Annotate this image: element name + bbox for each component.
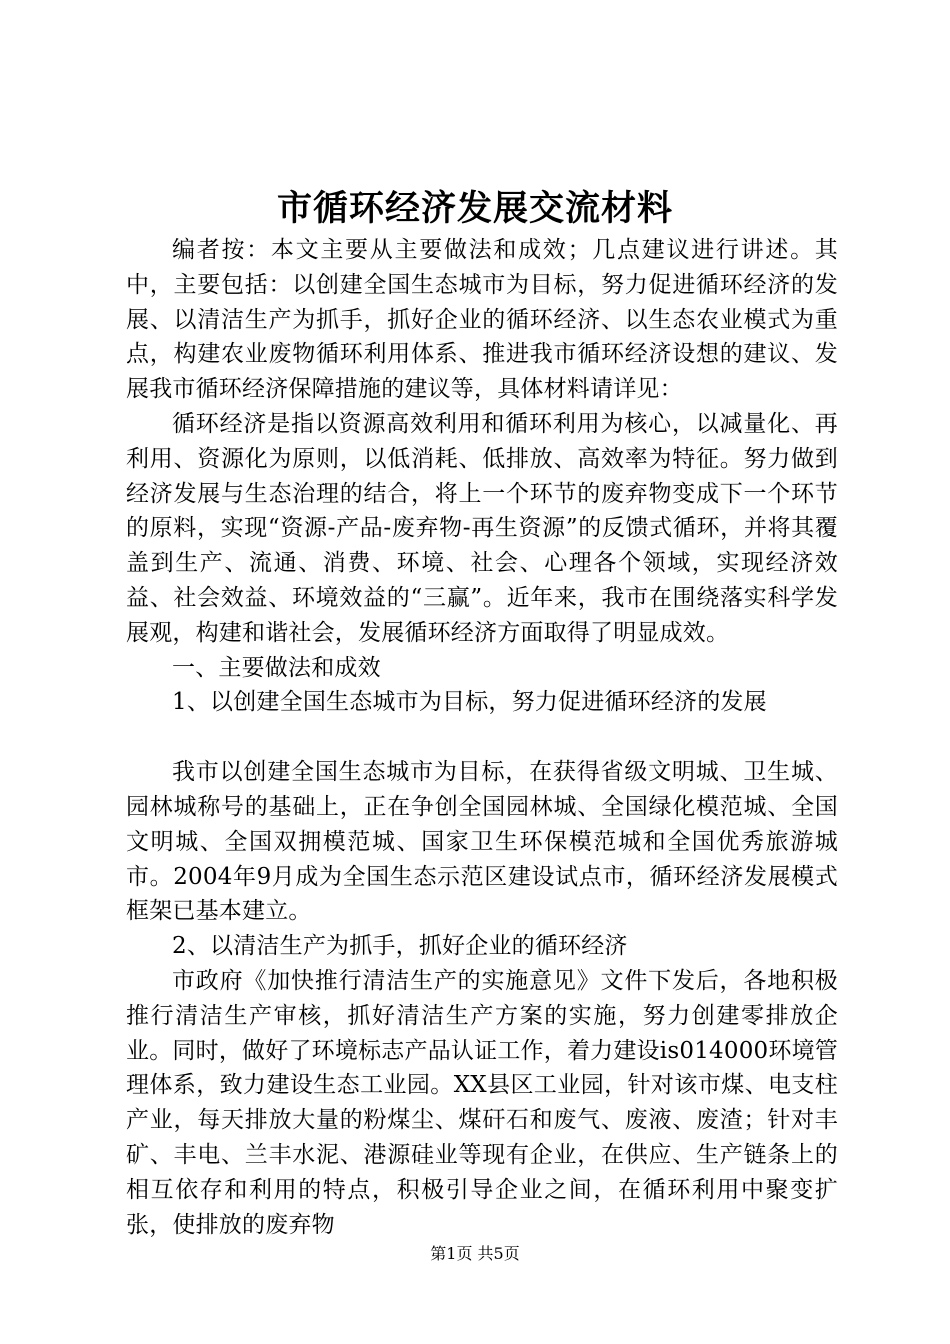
subsection-heading-2: 2、以清洁生产为抓手，抓好企业的循环经济 — [172, 933, 628, 960]
body-paragraph-1: 我市以创建全国生态城市为目标，在获得省级文明城、卫生城、园林城称号的基础上，正在争创全国园林城、全国绿化模范城、全国文明城、全国双拥模范城、国家卫生环保模范城和全国优秀旅游城市。2004年9月成为全国生态示范区建设试点市，循环经济发展模式框架已基本建立。 — [126, 759, 838, 925]
editor-note-paragraph: 编者按：本文主要从主要做法和成效；几点建议进行讲述。其中，主要包括：以创建全国生态城市为目标，努力促进循环经济的发展、以清洁生产为抓手，抓好企业的循环经济、以生态农业模式为重点，构建农业废物循环利用体系、推进我市循环经济设想的建议、发展我市循环经济保障措施的建议等，具体材料请详见： — [126, 237, 838, 403]
document-body — [126, 233, 838, 1242]
blank-line — [126, 720, 838, 755]
page-footer: 第1页 共5页 — [430, 1244, 520, 1263]
body-paragraph-2: 市政府《加快推行清洁生产的实施意见》文件下发后，各地积极推行清洁生产审核，抓好清洁生产方案的实施，努力创建零排放企业。同时，做好了环境标志产品认证工作，着力建设is014000环境管理体系，致力建设生态工业园。XX县区工业园，针对该市煤、电支柱产业，每天排放大量的粉煤尘、煤矸石和废气、废液、废渣；针对丰矿、丰电、兰丰水泥、港源硅业等现有企业，在供应、生产链条上的相互依存和利用的特点，积极引导企业之间，在循环利用中聚变扩张，使排放的废弃物 — [126, 967, 838, 1238]
section-heading: 一、主要做法和成效 — [172, 654, 381, 681]
intro-paragraph: 循环经济是指以资源高效利用和循环利用为核心，以减量化、再利用、资源化为原则，以低消耗、低排放、高效率为特征。努力做到经济发展与生态治理的结合，将上一个环节的废弃物变成下一个环节的原料，实现“资源-产品-废弃物-再生资源”的反馈式循环，并将其覆盖到生产、流通、消费、环境、社会、心理各个领域，实现经济效益、社会效益、环境效益的“三赢”。近年来，我市在围绕落实科学发展观，构建和谐社会，发展循环经济方面取得了明显成效。 — [126, 410, 838, 646]
subsection-heading-1: 1、以创建全国生态城市为目标，努力促进循环经济的发展 — [172, 689, 767, 716]
page-title: 市循环经济发展交流材料 — [276, 188, 673, 229]
